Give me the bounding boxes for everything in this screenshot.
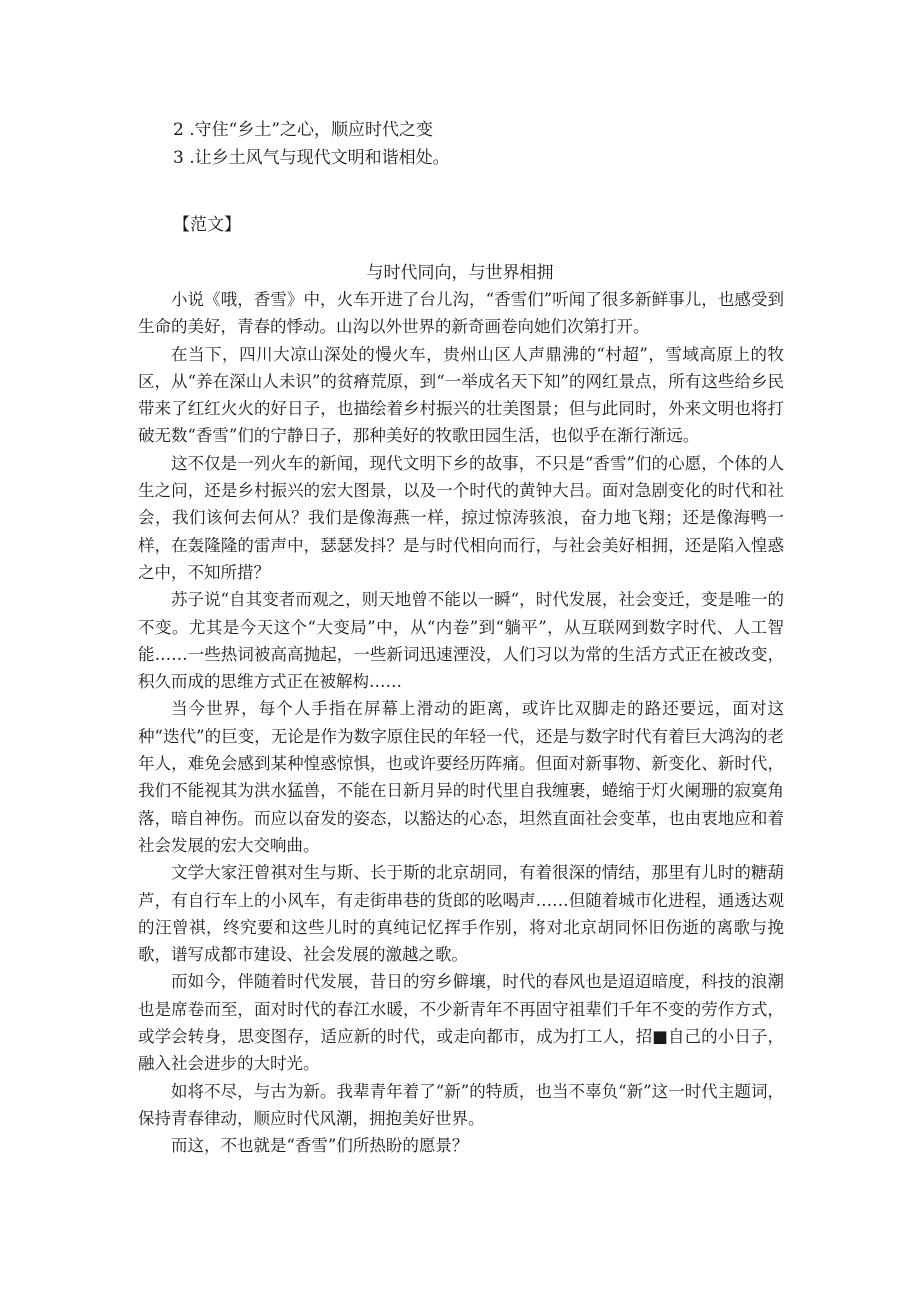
essay-body bbox=[138, 286, 784, 1160]
paragraph: 而如今，伴随着时代发展，昔日的穷乡僻壤，时代的春风也是迢迢暗度，科技的浪潮也是席卷而至，面对时代的春江水暖，不少新青年不再固守祖辈们千年不变的劳作方式，或学会转身，思变图存，适应新的时代，或走向都市，成为打工人，招■自己的小日子，融入社会进步的大时光。 bbox=[138, 972, 784, 1074]
paragraph: 在当下，四川大凉山深处的慢火车，贵州山区人声鼎沸的“村超”，雪域高原上的牧区，从“养在深山人未识”的贫瘠荒原，到“一举成名天下知”的网红景点，所有这些给乡民带来了红红火火的好日子，也描绘着乡村振兴的壮美图景；但与此同时，外来文明也将打破无数“香雪”们的宁静日子，那种美好的牧歌田园生活，也似乎在渐行渐远。 bbox=[138, 344, 784, 446]
paragraph: 小说《哦，香雪》中，火车开进了台儿沟，“香雪们”听闻了很多新鲜事儿，也感受到生命的美好，青春的悸动。山沟以外世界的新奇画卷向她们次第打开。 bbox=[138, 290, 784, 337]
list-item-3: 3 .让乡土风气与现代文明和谐相处。 bbox=[173, 148, 450, 168]
paragraph: 这不仅是一列火车的新闻，现代文明下乡的故事，不只是“香雪”们的心愿，个体的人生之问，还是乡村振兴的宏大图景，以及一个时代的黄钟大吕。面对急剧变化的时代和社会，我们该何去何从？我们是像海燕一样，掠过惊涛骇浪，奋力地飞翔；还是像海鸭一样，在轰隆隆的雷声中，瑟瑟发抖？是与时代相向而行，与社会美好相拥，还是陷入惶惑之中，不知所措？ bbox=[138, 453, 784, 582]
paragraph: 而这，不也就是“香雪”们所热盼的愿景？ bbox=[171, 1136, 469, 1156]
list-item-2: 2 .守住“乡土”之心，顺应时代之变 bbox=[173, 120, 434, 140]
paragraph: 文学大家汪曾祺对生与斯、长于斯的北京胡同，有着很深的情结，那里有儿时的糖葫芦，有自行车上的小风车，有走街串巷的货郎的吆喝声……但随着城市化进程，通透达观的汪曾祺，终究要和这些儿时的真纯记忆挥手作别，将对北京胡同怀旧伤逝的离歌与挽歌，谱写成都市建设、社会发展的激越之歌。 bbox=[138, 863, 784, 965]
paragraph: 如将不尽，与古为新。我辈青年着了“新”的特质，也当不辜负“新”这一时代主题词，保持青春律动，顺应时代风潮，拥抱美好世界。 bbox=[138, 1081, 784, 1128]
paragraph: 苏子说“自其变者而观之，则天地曾不能以一瞬“，时代发展，社会变迁，变是唯一的不变。尤其是今天这个“大变局”中，从“内卷”到“躺平”，从互联网到数字时代、人工智能……一些热词被高高抛起，一些新词迅速湮没，人们习以为常的生活方式正在被改变，积久而成的思维方式正在被解构…… bbox=[138, 590, 784, 692]
paragraph: 当今世界，每个人手指在屏幕上滑动的距离，或许比双脚走的路还要远，面对这种“迭代”的巨变，无论是作为数字原住民的年轻一代，还是与数字时代有着巨大鸿沟的老年人，难免会感到某种惶惑惊惧，也或许要经历阵痛。但面对新事物、新变化、新时代，我们不能视其为洪水猛兽，不能在日新月异的时代里自我缠裹，蜷缩于灯火阑珊的寂寞角落，暗自神伤。而应以奋发的姿态，以豁达的心态，坦然直面社会变革，也由衷地应和着社会发展的宏大交响曲。 bbox=[138, 699, 784, 855]
essay-title: 与时代同向，与世界相拥 bbox=[366, 263, 554, 283]
section-label: 【范文】 bbox=[173, 215, 241, 235]
